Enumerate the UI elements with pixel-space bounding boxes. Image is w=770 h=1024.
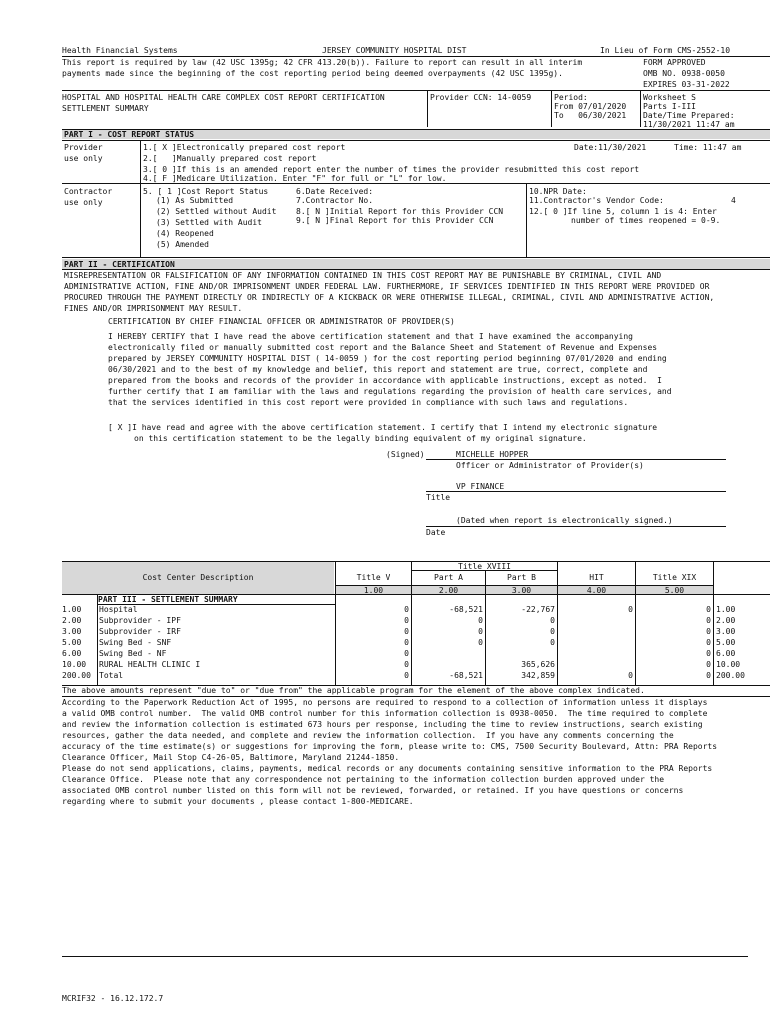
- omb-number: OMB NO. 0938-0050: [643, 69, 725, 78]
- cost-report-status: 5. [ 1 ]Cost Report Status: [143, 187, 269, 196]
- title18-part-b-amount: 0: [550, 638, 555, 647]
- form-number: In Lieu of Form CMS-2552-10: [600, 46, 731, 55]
- part1-divider: [526, 183, 527, 257]
- electronic-report-item: 1.[ X ]Electronically prepared cost report: [143, 143, 346, 152]
- officer-title: VP FINANCE: [456, 482, 505, 491]
- report-title: HOSPITAL AND HOSPITAL HEALTH CARE COMPLEX COST REPORT CERTIFICATION: [62, 93, 385, 102]
- column-header-description: Cost Center Description: [142, 573, 254, 582]
- reopened-count-item: 12.[ 0 ]If line 5, column 1 is 4: Enter: [529, 207, 717, 216]
- title19-amount: 0: [706, 649, 711, 658]
- title-block-divider: [427, 90, 428, 127]
- date-line: [426, 526, 726, 527]
- vendor-code-value: 4: [731, 196, 736, 205]
- line-number: 5.00: [62, 638, 82, 647]
- pra-statement-line: Please do not send applications, claims, payments, medical records or any documents containing sensitive information to the PRA Reports: [62, 764, 713, 773]
- title18-part-a-amount: -68,521: [449, 671, 483, 680]
- column-header-title18: Title XVIII: [458, 562, 511, 571]
- omb-expiration: EXPIRES 03-31-2022: [643, 80, 730, 89]
- part1-heading-rule: [62, 140, 770, 141]
- line-number-right: 1.00: [716, 605, 736, 614]
- pra-statement-line: resources, gather the data needed, and complete and review the information collection. If you have any comments concerning the: [62, 731, 674, 740]
- line-number-right: 10.00: [716, 660, 741, 669]
- electronic-report-time: Time: 11:47 am: [674, 143, 742, 152]
- title5-amount: 0: [404, 649, 409, 658]
- electronic-signature-agreement: [ X ]I have read and agree with the above certification statement. I certify that I intend my electronic signature: [108, 423, 658, 432]
- warning-line: PROCURED THROUGH THE PAYMENT DIRECTLY OR INDIRECTLY OF A KICKBACK OR WERE OTHERWISE ILLEGAL, CRIMINAL, CIVIL AND ADMINISTRATIVE ACTION,: [64, 293, 715, 302]
- officer-label: Officer or Administrator of Provider(s): [456, 461, 644, 470]
- initial-report-item: 8.[ N ]Initial Report for this Provider CCN: [296, 207, 504, 216]
- title-line: [426, 491, 726, 492]
- title19-amount: 0: [706, 660, 711, 669]
- column-number: 2.00: [438, 586, 459, 595]
- cost-center-description: RURAL HEALTH CLINIC I: [99, 660, 201, 669]
- electronic-report-date: Date:11/30/2021: [574, 143, 647, 152]
- part1-divider: [140, 140, 141, 183]
- title19-amount: 0: [706, 627, 711, 636]
- pra-statement-line: accuracy of the time estimate(s) or suggestions for improving the form, please write to: CMS, 7500 Security Boulevard, Attn: PRA Reports: [62, 742, 718, 751]
- signature-line: [426, 459, 726, 460]
- provider-use-label: use only: [64, 154, 103, 163]
- worksheet-id: Worksheet S: [643, 93, 696, 102]
- form-approved: FORM APPROVED: [643, 58, 706, 67]
- title18-part-b-amount: 0: [550, 616, 555, 625]
- pra-statement-line: a valid OMB control number. The valid OMB control number for this information collection is 0938-0050. The time required to complete: [62, 709, 708, 718]
- line-number: 200.00: [62, 671, 91, 680]
- warning-line: MISREPRESENTATION OR FALSIFICATION OF ANY INFORMATION CONTAINED IN THIS COST REPORT MAY BE PUNISHABLE BY CRIMINAL, CIVIL AND: [64, 271, 662, 280]
- certification-text: that the services identified in this cost report were provided in compliance with such laws and regulations.: [108, 398, 629, 407]
- line-number-right: 6.00: [716, 649, 736, 658]
- line-number-right: 2.00: [716, 616, 736, 625]
- status-option: (4) Reopened: [156, 229, 214, 238]
- pra-statement-line: Clearance Office. Please note that any correspondence not pertaining to the information collection burden approved under the: [62, 775, 665, 784]
- part2-heading-rule: [62, 269, 770, 270]
- title18-part-a-amount: -68,521: [449, 605, 483, 614]
- part1-bottom-rule: [62, 257, 770, 258]
- title-block-top-rule: [62, 90, 770, 91]
- certification-text: prepared by JERSEY COMMUNITY HOSPITAL DIST ( 14-0059 ) for the cost reporting period beginning 07/01/2020 and ending: [108, 354, 667, 363]
- title19-amount: 0: [706, 638, 711, 647]
- amounts-note: The above amounts represent "due to" or "due from" the applicable program for the element of the above complex indicated.: [62, 686, 645, 695]
- column-number: 5.00: [664, 586, 685, 595]
- title18-part-b-amount: 365,626: [521, 660, 555, 669]
- contractor-use-label: Contractor: [64, 187, 113, 196]
- title-block-divider: [640, 90, 641, 127]
- legal-notice-line2: payments made since the beginning of the cost reporting period being deemed overpayments (42 USC 1395g).: [62, 69, 563, 78]
- provider-ccn: Provider CCN: 14-0059: [430, 93, 532, 102]
- provider-use-label: Provider: [64, 143, 103, 152]
- software-name: Health Financial Systems: [62, 46, 178, 55]
- pra-statement-line: regarding where to submit your documents , please contact 1-800-MEDICARE.: [62, 797, 414, 806]
- hit-amount: 0: [628, 605, 633, 614]
- column-header-part-b: Part B: [507, 573, 536, 582]
- column-header-title5: Title V: [356, 573, 391, 582]
- line-number: 3.00: [62, 627, 82, 636]
- warning-line: ADMINISTRATIVE ACTION, FINE AND/OR IMPRISONMENT UNDER FEDERAL LAW. FURTHERMORE, IF SERVICES IDENTIFIED IN THIS REPORT WERE PROVIDED OR: [64, 282, 710, 291]
- status-option: (1) As Submitted: [156, 196, 234, 205]
- certification-heading: CERTIFICATION BY CHIEF FINANCIAL OFFICER OR ADMINISTRATOR OF PROVIDER(S): [108, 317, 455, 326]
- table-line-number-divider: [97, 594, 98, 685]
- manual-report-item: 2.[ ]Manually prepared cost report: [143, 154, 317, 163]
- title5-amount: 0: [404, 660, 409, 669]
- electronic-signature-agreement: on this certification statement to be the legally binding equivalent of my original signature.: [134, 434, 587, 443]
- footer-code: MCRIF32 - 16.12.172.7: [62, 994, 164, 1003]
- date-label: Date: [426, 528, 446, 537]
- status-option: (3) Settled with Audit: [156, 218, 262, 227]
- certification-text: further certify that I am familiar with the laws and regulations regarding the provision of health care services, and: [108, 387, 672, 396]
- part3-heading: PART III - SETTLEMENT SUMMARY: [98, 595, 238, 604]
- column-header-hit: HIT: [589, 573, 604, 582]
- part1-mid-rule: [62, 183, 770, 184]
- line-number-right: 5.00: [716, 638, 736, 647]
- period-to: To 06/30/2021: [554, 111, 627, 120]
- title18-part-a-amount: 0: [478, 638, 483, 647]
- title19-amount: 0: [706, 605, 711, 614]
- legal-notice-line1: This report is required by law (42 USC 1395g; 42 CFR 413.20(b)). Failure to report can result in all interim: [62, 58, 583, 67]
- cost-center-description: Total: [99, 671, 124, 680]
- hit-amount: 0: [628, 671, 633, 680]
- status-option: (2) Settled without Audit: [156, 207, 277, 216]
- certification-text: 06/30/2021 and to the best of my knowledge and belief, this report and statement are true, correct, complete and: [108, 365, 648, 374]
- cost-center-description: Subprovider - IPF: [99, 616, 181, 625]
- line-number-right: 200.00: [716, 671, 745, 680]
- date-time-label: Date/Time Prepared:: [643, 111, 735, 120]
- warning-line: FINES AND/OR IMPRISONMENT MAY RESULT.: [64, 304, 243, 313]
- line-number: 1.00: [62, 605, 82, 614]
- pra-statement-line: Clearance Officer, Mail Stop C4-26-05, Baltimore, Maryland 21244-1850.: [62, 753, 400, 762]
- footer-rule: [62, 956, 748, 957]
- title18-part-b-amount: -22,767: [521, 605, 555, 614]
- note-rule: [62, 696, 770, 697]
- title18-part-a-amount: 0: [478, 627, 483, 636]
- title5-amount: 0: [404, 627, 409, 636]
- status-option: (5) Amended: [156, 240, 209, 249]
- date-time-prepared: 11/30/2021 11:47 am: [643, 120, 735, 129]
- utilization-item: 4.[ F ]Medicare Utilization. Enter "F" for full or "L" for low.: [143, 174, 447, 183]
- part1-divider: [140, 183, 141, 257]
- cost-center-description: Swing Bed - SNF: [99, 638, 172, 647]
- title18-part-a-amount: 0: [478, 616, 483, 625]
- line-number: 2.00: [62, 616, 82, 625]
- title19-amount: 0: [706, 616, 711, 625]
- part2-heading: PART II - CERTIFICATION: [64, 260, 175, 269]
- reopened-count-note: number of times reopened = 0-9.: [571, 216, 721, 225]
- cost-center-description: Swing Bed - NF: [99, 649, 167, 658]
- final-report-item: 9.[ N ]Final Report for this Provider CCN: [296, 216, 494, 225]
- cost-center-description: Subprovider - IRF: [99, 627, 181, 636]
- certification-text: electronically filed or manually submitted cost report and the Balance Sheet and Statement of Revenue and Expenses: [108, 343, 658, 352]
- line-number-right: 3.00: [716, 627, 736, 636]
- title5-amount: 0: [404, 605, 409, 614]
- signed-label: (Signed): [386, 450, 425, 459]
- title19-amount: 0: [706, 671, 711, 680]
- pra-statement-line: associated OMB control number listed on this form will not be reviewed, forwarded, or retained. If you have questions or concerns: [62, 786, 684, 795]
- column-number: 1.00: [363, 586, 384, 595]
- title5-amount: 0: [404, 671, 409, 680]
- pra-statement-line: According to the Paperwork Reduction Act of 1995, no persons are required to respond to a collection of information unless it displays: [62, 698, 708, 707]
- part1-heading: PART I - COST REPORT STATUS: [64, 130, 195, 139]
- certification-text: I HEREBY CERTIFY that I have read the above certification statement and that I have examined the accompanying: [108, 332, 633, 341]
- worksheet-parts: Parts I-III: [643, 102, 696, 111]
- title5-amount: 0: [404, 638, 409, 647]
- vendor-code-label: 11.Contractor's Vendor Code:: [529, 196, 664, 205]
- contractor-number: 7.Contractor No.: [296, 196, 374, 205]
- certification-text: prepared from the books and records of the provider in accordance with applicable instructions, except as noted. I: [108, 376, 662, 385]
- title-label: Title: [426, 493, 451, 502]
- provider-name: JERSEY COMMUNITY HOSPITAL DIST: [322, 46, 467, 55]
- line-number: 6.00: [62, 649, 82, 658]
- title18-part-b-amount: 0: [550, 627, 555, 636]
- pra-statement-line: and review the information collection is estimated 673 hours per response, including the time to review instructions, search existing: [62, 720, 703, 729]
- title18-part-b-amount: 342,859: [521, 671, 555, 680]
- column-header-part-a: Part A: [434, 573, 463, 582]
- report-subtitle: SETTLEMENT SUMMARY: [62, 104, 149, 113]
- dated-note: (Dated when report is electronically signed.): [456, 516, 673, 525]
- column-header-title19: Title XIX: [652, 573, 697, 582]
- line-number: 10.00: [62, 660, 87, 669]
- header-rule: [62, 56, 770, 57]
- column-number: 4.00: [586, 586, 607, 595]
- contractor-use-label: use only: [64, 198, 103, 207]
- date-received: 6.Date Received:: [296, 187, 374, 196]
- title-block-divider: [551, 90, 552, 127]
- title5-amount: 0: [404, 616, 409, 625]
- period-label: Period:: [554, 93, 588, 102]
- npr-date: 10.NPR Date:: [529, 187, 587, 196]
- table-column-divider: [713, 561, 714, 685]
- amended-count-item: 3.[ 0 ]If this is an amended report enter the number of times the provider resubmitted this cost report: [143, 165, 640, 174]
- column-number: 3.00: [511, 586, 532, 595]
- cost-center-description: Hospital: [99, 605, 138, 614]
- period-from: From 07/01/2020: [554, 102, 627, 111]
- signer-name: MICHELLE HOPPER: [456, 450, 529, 459]
